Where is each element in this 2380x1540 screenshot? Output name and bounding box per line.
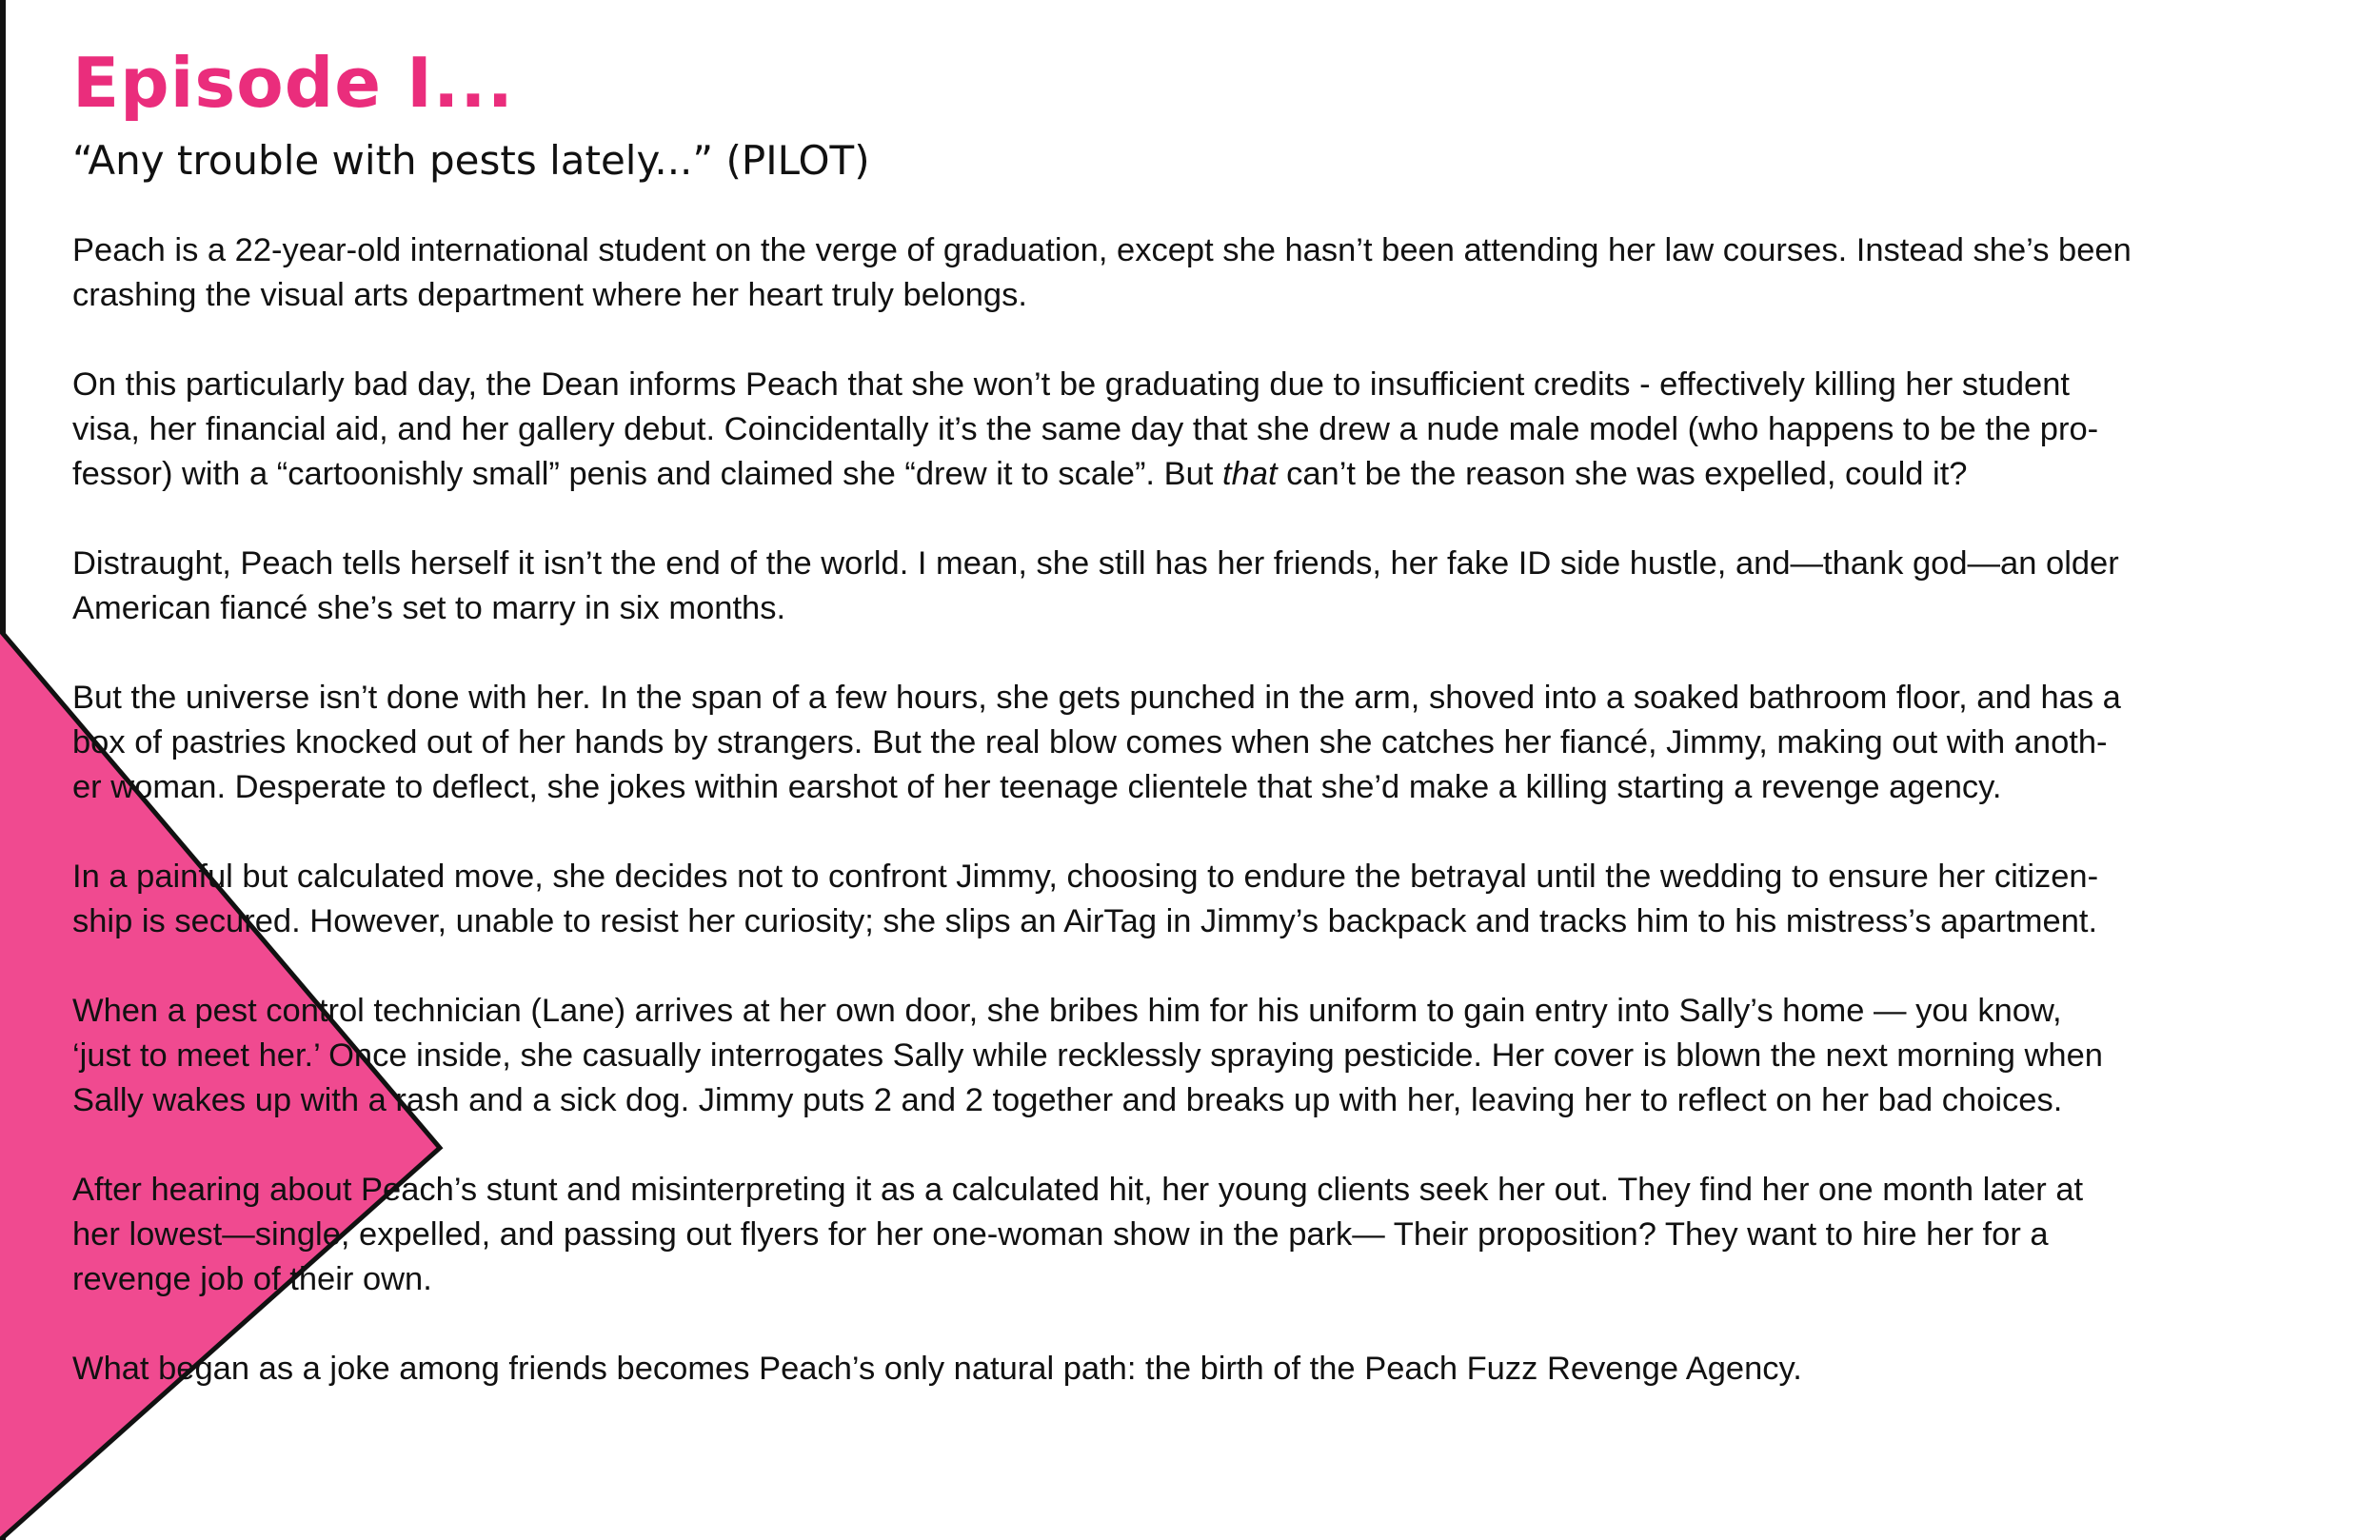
- synopsis-paragraph-8: [72, 1347, 2338, 1392]
- synopsis-line: Peach is a 22-year-old international student on the verge of graduation, except she hasn’t been attending her law courses. Instead she’s been: [72, 232, 2132, 268]
- synopsis-line: box of pastries knocked out of her hands by strangers. But the real blow comes when she catches her fiancé, Jimmy, making out with anoth-: [72, 724, 2108, 760]
- episode-title: Episode I...: [72, 43, 515, 123]
- synopsis-paragraph-6: [72, 989, 2338, 1123]
- synopsis-line: can’t be the reason she was expelled, could it?: [1277, 456, 1968, 492]
- synopsis-line: her lowest—single, expelled, and passing out flyers for her one-woman show in the park— Their proposition? They want to hire her for a: [72, 1216, 2049, 1253]
- episode-synopsis: [72, 228, 2338, 1392]
- synopsis-line: After hearing about Peach’s stunt and misinterpreting it as a calculated hit, her young clients seek her out. They find her one month later at: [72, 1172, 2084, 1208]
- synopsis-line: visa, her financial aid, and her gallery debut. Coincidentally it’s the same day that she drew a nude male model (who happens to be the pro-: [72, 411, 2099, 447]
- synopsis-line: er woman. Desperate to deflect, she jokes within earshot of her teenage clientele that she’d make a killing starting a revenge agency.: [72, 769, 2002, 805]
- synopsis-line: American fiancé she’s set to marry in six months.: [72, 590, 786, 626]
- synopsis-paragraph-5: [72, 855, 2338, 944]
- synopsis-line: On this particularly bad day, the Dean informs Peach that she won’t be graduating due to insufficient credits - effectively killing her student: [72, 366, 2070, 403]
- synopsis-paragraph-2: [72, 363, 2338, 497]
- synopsis-line: When a pest control technician (Lane) arrives at her own door, she bribes him for his uniform to gain entry into Sally’s home — you know,: [72, 993, 2062, 1029]
- synopsis-line: fessor) with a “cartoonishly small” penis and claimed she “drew it to scale”. But: [72, 456, 1222, 492]
- emphasis-word: that: [1221, 456, 1278, 492]
- synopsis-line: ship is secured. However, unable to resist her curiosity; she slips an AirTag in Jimmy’s backpack and tracks him to his mistress’s apartment.: [72, 903, 2098, 939]
- synopsis-line: ‘just to meet her.’ Once inside, she casually interrogates Sally while recklessly spraying pesticide. Her cover is blown the next morning when: [72, 1037, 2103, 1074]
- synopsis-paragraph-3: [72, 542, 2338, 631]
- synopsis-line: revenge job of their own.: [72, 1261, 432, 1297]
- synopsis-paragraph-7: [72, 1168, 2338, 1302]
- synopsis-line: What began as a joke among friends becomes Peach’s only natural path: the birth of the Peach Fuzz Revenge Agency.: [72, 1351, 1802, 1387]
- synopsis-line: In a painful but calculated move, she decides not to confront Jimmy, choosing to endure the betrayal until the wedding to ensure her citizen-: [72, 859, 2099, 895]
- episode-document: [72, 40, 2338, 1436]
- synopsis-paragraph-1: [72, 228, 2338, 318]
- synopsis-line: Sally wakes up with a rash and a sick dog. Jimmy puts 2 and 2 together and breaks up with her, leaving her to reflect on her bad choices.: [72, 1082, 2063, 1118]
- synopsis-line: Distraught, Peach tells herself it isn’t the end of the world. I mean, she still has her friends, her fake ID side hustle, and—thank god—an older: [72, 545, 2119, 582]
- episode-subtitle: “Any trouble with pests lately...” (PILOT): [72, 137, 870, 184]
- synopsis-line: But the universe isn’t done with her. In the span of a few hours, she gets punched in the arm, shoved into a soaked bathroom floor, and has a: [72, 680, 2121, 716]
- synopsis-paragraph-4: [72, 676, 2338, 810]
- synopsis-line: crashing the visual arts department where her heart truly belongs.: [72, 277, 1027, 313]
